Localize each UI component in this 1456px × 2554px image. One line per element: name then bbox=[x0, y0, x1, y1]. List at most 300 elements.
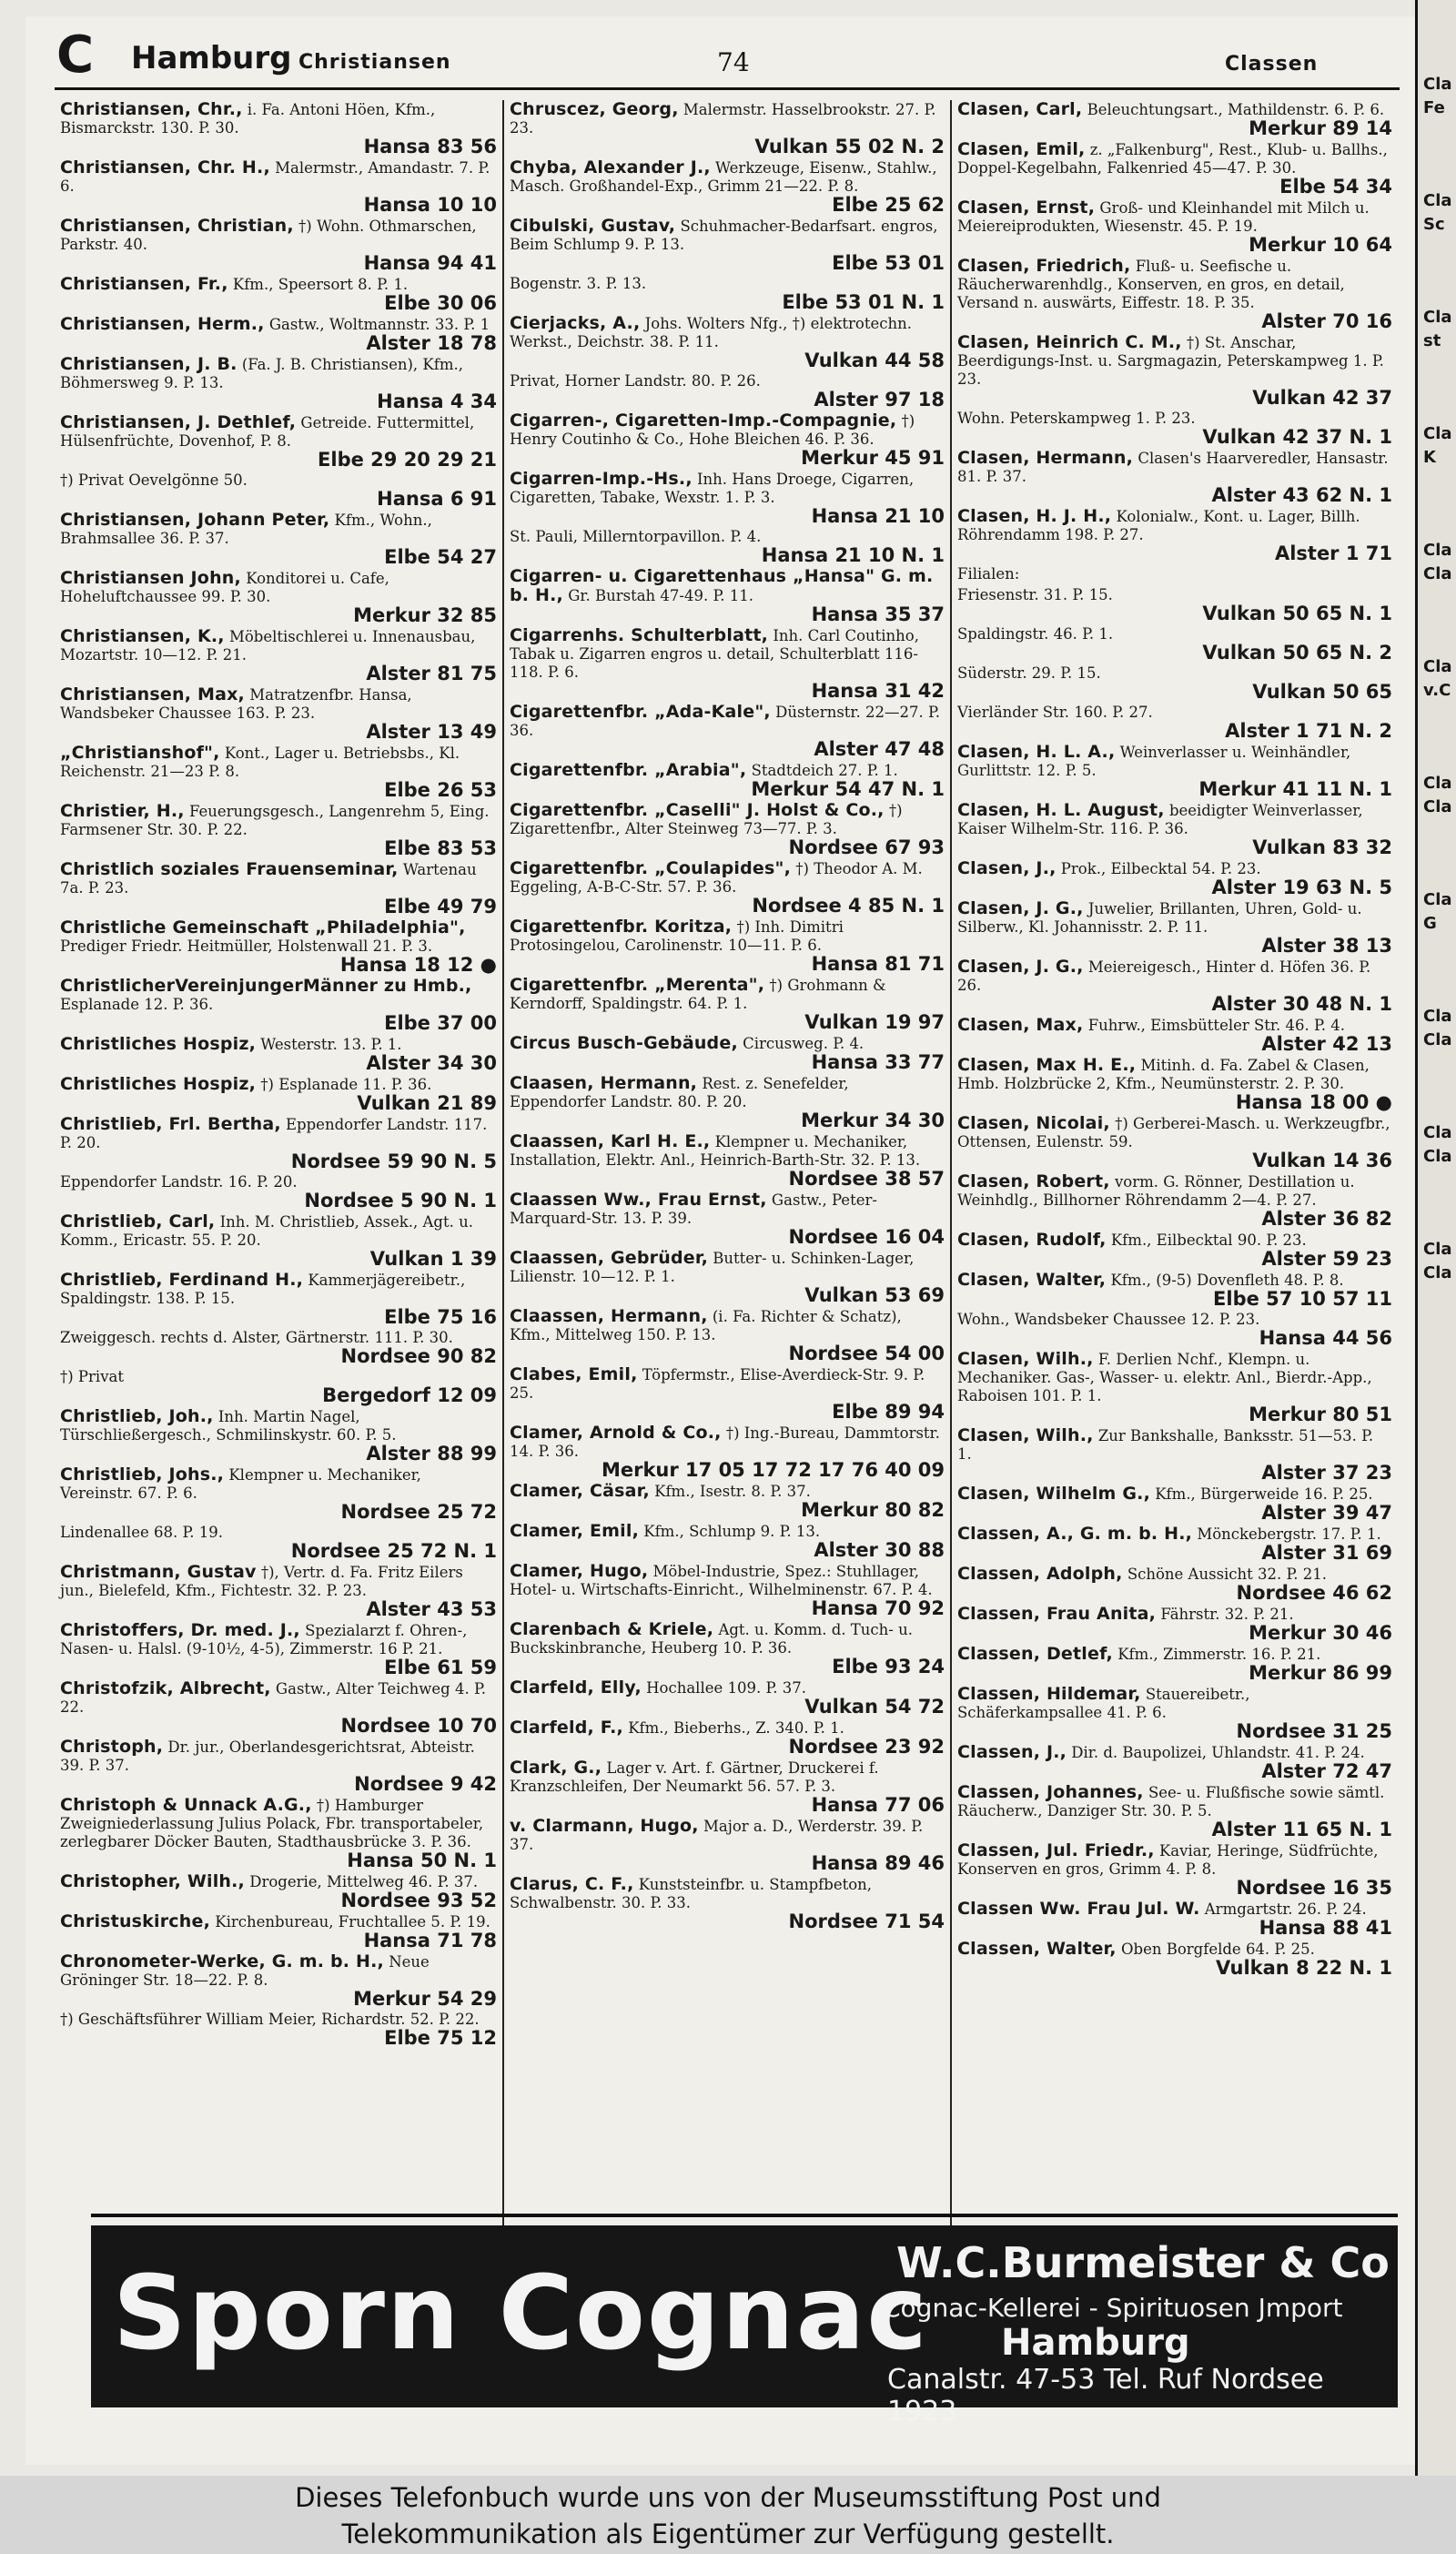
entry-details: Inh. Martin Nagel, Türschließergesch., Schmilinskystr. 60. P. 5. bbox=[60, 1408, 397, 1444]
entry-phone: Alster 43 62 N. 1 bbox=[1211, 484, 1392, 506]
listing-entry bbox=[60, 1872, 497, 1910]
advert-firm: W.C.Burmeister & Co bbox=[896, 2238, 1390, 2287]
edge-fragment: Cla bbox=[1423, 541, 1452, 560]
entry-phone: Merkur 86 99 bbox=[1249, 1662, 1392, 1684]
entry-phone: Hansa 44 56 bbox=[1259, 1327, 1392, 1349]
listing-entry bbox=[957, 1271, 1392, 1308]
edge-fragment: st bbox=[1423, 331, 1441, 350]
entry-phone: Alster 30 88 bbox=[814, 1539, 945, 1561]
listing-entry bbox=[957, 257, 1392, 330]
entry-phone: Elbe 75 16 bbox=[384, 1306, 497, 1328]
listing-entry bbox=[60, 569, 497, 624]
entry-details: z. „Falkenburg", Rest., Klub- u. Ballhs., Doppel-Kegelbahn, Falkenried 45—47. P. 30. bbox=[957, 141, 1388, 177]
entry-name: Claassen, Karl H. E., bbox=[510, 1131, 711, 1151]
entry-details: Kfm., Eilbecktal 90. P. 23. bbox=[1110, 1231, 1307, 1249]
entry-details: beeidigter Weinverlasser, Kaiser Wilhelm-Str. 116. P. 36. bbox=[957, 802, 1363, 837]
listing-entry bbox=[510, 1191, 945, 1246]
entry-details: †) Esplanade 11. P. 36. bbox=[260, 1076, 432, 1093]
entry-name: Cibulski, Gustav, bbox=[510, 216, 676, 236]
listing-entry bbox=[510, 1522, 945, 1559]
entry-details: Prediger Friedr. Heitmüller, Holstenwall 21. P. 3. bbox=[60, 937, 433, 955]
entry-name: Clasen, Max H. E., bbox=[957, 1055, 1137, 1075]
entry-name: Christiansen, J. B. bbox=[60, 354, 238, 374]
listing-columns bbox=[55, 100, 1400, 2230]
entry-phone: Bergedorf 12 09 bbox=[322, 1384, 497, 1406]
entry-details: Kunststeinfbr. u. Stampfbeton, Schwalbenstr. 30. P. 33. bbox=[510, 1876, 873, 1911]
entry-phone: Elbe 29 20 29 21 bbox=[318, 449, 497, 471]
entry-phone: Nordsee 25 72 bbox=[340, 1501, 497, 1523]
entry-details: Feuerungsgesch., Langenrehm 5, Eing. Farmsener Str. 30. P. 22. bbox=[60, 803, 490, 838]
entry-name: Cigarren-, Cigaretten-Imp.-Compagnie, bbox=[510, 410, 897, 431]
entry-phone: Vulkan 54 72 bbox=[804, 1696, 945, 1718]
entry-details: Neue Gröninger Str. 18—22. P. 8. bbox=[60, 1953, 430, 1989]
listing-entry bbox=[510, 411, 945, 467]
listing-entry bbox=[957, 1350, 1392, 1424]
listing-entry bbox=[957, 1426, 1392, 1482]
entry-name: Christoph & Unnack A.G., bbox=[60, 1795, 312, 1815]
entry-phone: Nordsee 54 00 bbox=[788, 1343, 945, 1364]
listing-entry bbox=[957, 507, 1392, 562]
entry-name: Christliches Hospiz, bbox=[60, 1074, 257, 1094]
entry-details: †) Privat bbox=[60, 1368, 124, 1385]
entry-name: Clasen, Max, bbox=[957, 1015, 1084, 1035]
listing-entry bbox=[510, 100, 945, 156]
entry-name: Clasen, J. G., bbox=[957, 957, 1084, 977]
entry-phone: Merkur 54 47 N. 1 bbox=[751, 778, 945, 800]
entry-details: Malermstr., Amandastr. 7. P. 6. bbox=[60, 159, 490, 195]
entry-phone: Hansa 77 06 bbox=[811, 1794, 945, 1816]
listing-entry bbox=[957, 1743, 1392, 1780]
entry-phone: Vulkan 50 65 bbox=[1252, 681, 1392, 703]
edge-fragment: Cla bbox=[1423, 657, 1452, 676]
listing-entry bbox=[60, 1075, 497, 1112]
entry-phone: Nordsee 10 70 bbox=[340, 1715, 497, 1737]
entry-name: Clasen, H. L. August, bbox=[957, 800, 1165, 820]
entry-details: Düsternstr. 22—27. P. 36. bbox=[510, 704, 940, 739]
header-city: Hamburg bbox=[131, 40, 292, 76]
entry-phone: Alster 1 71 N. 2 bbox=[1225, 720, 1392, 742]
listing-entry bbox=[60, 2011, 497, 2047]
entry-phone: Alster 39 47 bbox=[1261, 1502, 1392, 1524]
entry-details: †) Ing.-Bureau, Dammtorstr. 14. P. 36. bbox=[510, 1424, 940, 1460]
edge-fragment: Cla bbox=[1423, 797, 1452, 816]
entry-phone: Hansa 70 92 bbox=[811, 1597, 945, 1619]
entry-details: Groß- und Kleinhandel mit Milch u. Meiereiprodukten, Wiesenstr. 45. P. 19. bbox=[957, 199, 1370, 235]
entry-details: Getreide. Futtermittel, Hülsenfrüchte, Dovenhof, P. 8. bbox=[60, 414, 475, 450]
entry-name: Christiansen, J. Dethlef, bbox=[60, 412, 297, 432]
listing-entry bbox=[510, 1620, 945, 1676]
entry-name: Christiansen, K., bbox=[60, 626, 225, 646]
edge-fragment: Cla bbox=[1423, 1240, 1452, 1259]
entry-name: Clasen, Walter, bbox=[957, 1270, 1107, 1290]
listing-entry bbox=[60, 158, 497, 214]
edge-fragment: Cla bbox=[1423, 1263, 1452, 1282]
entry-phone: Alster 18 78 bbox=[366, 332, 497, 354]
entry-name: Christlieb, Ferdinand H., bbox=[60, 1270, 304, 1290]
entry-phone: Hansa 35 37 bbox=[811, 603, 945, 625]
entry-details: Kolonialw., Kont. u. Lager, Billh. Röhrendamm 198. P. 27. bbox=[957, 508, 1360, 543]
entry-name: Chyba, Alexander J., bbox=[510, 157, 711, 177]
entry-details: Gr. Burstah 47-49. P. 11. bbox=[568, 587, 753, 604]
entry-name: Cigarettenfbr. „Arabia", bbox=[510, 760, 747, 780]
listing-entry bbox=[60, 744, 497, 799]
edge-fragment: Cla bbox=[1423, 890, 1452, 909]
entry-phone: Elbe 61 59 bbox=[384, 1657, 497, 1678]
listing-entry bbox=[60, 1621, 497, 1677]
entry-name: Cierjacks, A., bbox=[510, 313, 641, 333]
entry-name: Clasen, Wilhelm G., bbox=[957, 1484, 1150, 1504]
listing-entry bbox=[60, 471, 497, 508]
entry-details: F. Derlien Nchf., Klempn. u. Mechaniker. Gas-, Wasser- u. elektr. Anl., Bierdr.-App., Raboisen 101. P. 1. bbox=[957, 1351, 1372, 1404]
entry-details: Prok., Eilbecktal 54. P. 23. bbox=[1060, 860, 1261, 877]
entry-name: Clasen, H. L. A., bbox=[957, 742, 1116, 762]
entry-details: Drogerie, Mittelweg 46. P. 37. bbox=[249, 1873, 479, 1890]
header-last-entry: Classen bbox=[1225, 53, 1319, 76]
entry-details: Matratzenfbr. Hansa, Wandsbeker Chaussee 163. P. 23. bbox=[60, 686, 412, 722]
entry-phone: Nordsee 38 57 bbox=[788, 1168, 945, 1190]
entry-details: Kfm., Wohn., Brahmsallee 36. P. 37. bbox=[60, 512, 432, 547]
entry-name: Christiansen John, bbox=[60, 568, 241, 588]
entry-details: Wohn., Wandsbeker Chaussee 12. P. 23. bbox=[957, 1311, 1260, 1328]
entry-details: †) Grohmann & Kerndorff, Spaldingstr. 64. P. 1. bbox=[510, 977, 886, 1012]
listing-entry bbox=[957, 1231, 1392, 1268]
listing-entry bbox=[510, 470, 945, 525]
entry-name: „Christianshof", bbox=[60, 743, 220, 763]
entry-phone: Hansa 89 46 bbox=[811, 1852, 945, 1874]
entry-phone: Merkur 80 82 bbox=[801, 1499, 945, 1521]
entry-details: Kaviar, Heringe, Südfrüchte, Konserven en gros, Grimm 4. P. 8. bbox=[957, 1842, 1379, 1878]
entry-name: Claasen, Hermann, bbox=[510, 1073, 698, 1093]
entry-details: Stadtdeich 27. P. 1. bbox=[751, 762, 898, 779]
entry-phone: Hansa 10 10 bbox=[363, 194, 497, 216]
entry-phone: Elbe 75 12 bbox=[384, 2027, 497, 2049]
entry-phone: Vulkan 55 02 N. 2 bbox=[754, 136, 945, 157]
listing-entry bbox=[957, 586, 1392, 623]
listing-entry bbox=[957, 625, 1392, 662]
entry-name: Clasen, Wilh., bbox=[957, 1425, 1094, 1445]
entry-details: Clasen's Haarveredler, Hansastr. 81. P. 37. bbox=[957, 450, 1389, 485]
page-header bbox=[33, 25, 1398, 89]
entry-name: Clasen, Rudolf, bbox=[957, 1230, 1107, 1250]
entry-details: Kont., Lager u. Betriebsbs., Kl. Reichenstr. 21—23 P. 8. bbox=[60, 745, 460, 780]
entry-phone: Vulkan 21 89 bbox=[357, 1092, 497, 1114]
entry-name: Claassen, Hermann, bbox=[510, 1306, 708, 1326]
entry-phone: Merkur 10 64 bbox=[1249, 234, 1392, 256]
listing-entry bbox=[510, 1718, 945, 1756]
entry-name: Clasen, Heinrich C. M., bbox=[957, 332, 1182, 352]
listing-entry bbox=[957, 1900, 1392, 1937]
listing-entry bbox=[957, 958, 1392, 1013]
entry-name: ChristlicherVereinjungerMänner zu Hmb., bbox=[60, 976, 472, 996]
entry-phone: Elbe 57 10 57 11 bbox=[1213, 1288, 1392, 1310]
entry-phone: Elbe 26 53 bbox=[384, 779, 497, 801]
listing-entry bbox=[957, 1114, 1392, 1170]
entry-phone: Hansa 33 77 bbox=[811, 1051, 945, 1073]
entry-phone: Nordsee 46 62 bbox=[1236, 1582, 1392, 1604]
entry-details: (Fa. J. B. Christiansen), Kfm., Böhmersweg 9. P. 13. bbox=[60, 356, 463, 391]
listing-entry bbox=[60, 1738, 497, 1793]
entry-phone: Merkur 41 11 N. 1 bbox=[1198, 778, 1392, 800]
entry-details: Agt. u. Komm. d. Tuch- u. Buckskinbranche, Heuberg 10. P. 36. bbox=[510, 1621, 913, 1657]
entry-phone: Alster 43 53 bbox=[366, 1598, 497, 1620]
entry-details: Weinverlasser u. Weinhändler, Gurlittstr. 12. P. 5. bbox=[957, 744, 1351, 779]
entry-details: Oben Borgfelde 64. P. 25. bbox=[1120, 1941, 1315, 1958]
listing-entry bbox=[60, 100, 497, 156]
listing-entry bbox=[957, 333, 1392, 407]
entry-name: Clamer, Arnold & Co., bbox=[510, 1423, 722, 1443]
entry-name: Circus Busch-Gebäude, bbox=[510, 1033, 738, 1053]
entry-phone: Merkur 17 05 17 72 17 76 40 09 bbox=[601, 1459, 945, 1481]
entry-details: Kfm., Schlump 9. P. 13. bbox=[643, 1523, 821, 1540]
listing-entry bbox=[60, 315, 497, 352]
entry-phone: Hansa 71 78 bbox=[363, 1930, 497, 1951]
entry-phone: Alster 59 23 bbox=[1261, 1248, 1392, 1270]
entry-name: Classen, J., bbox=[957, 1742, 1067, 1762]
listing-entry bbox=[957, 198, 1392, 254]
entry-name: Cigarettenfbr. „Merenta", bbox=[510, 975, 765, 995]
listing-entry bbox=[60, 1465, 497, 1521]
listing-entry bbox=[60, 1407, 497, 1463]
edge-fragment: Cla bbox=[1423, 564, 1452, 583]
edge-fragment: Cla bbox=[1423, 1147, 1452, 1166]
edge-fragment: Cla bbox=[1423, 774, 1452, 793]
listing-entry bbox=[60, 802, 497, 857]
entry-details: Filialen: bbox=[957, 565, 1020, 583]
entry-phone: Hansa 94 41 bbox=[363, 252, 497, 274]
listing-entry bbox=[60, 1912, 497, 1950]
entry-phone: Hansa 81 71 bbox=[811, 953, 945, 975]
entry-details: †) Gerberei-Masch. u. Werkzeugfbr., Ottensen, Eulenstr. 59. bbox=[957, 1115, 1390, 1150]
entry-details: Schuhmacher-Bedarfsart. engros, Beim Schlump 9. P. 13. bbox=[510, 218, 938, 253]
entry-name: Christopher, Wilh., bbox=[60, 1871, 245, 1891]
listing-entry bbox=[957, 1783, 1392, 1839]
entry-details: (i. Fa. Richter & Schatz), Kfm., Mittelweg 150. P. 13. bbox=[510, 1308, 902, 1343]
entry-name: Clasen, Robert, bbox=[957, 1171, 1110, 1191]
entry-name: Christlieb, Johs., bbox=[60, 1464, 225, 1485]
entry-details: Spezialarzt f. Ohren-, Nasen- u. Halsl. (9-10½, 4-5), Zimmerstr. 16 P. 21. bbox=[60, 1622, 468, 1657]
advert-rule bbox=[91, 2214, 1398, 2217]
entry-phone: Nordsee 23 92 bbox=[788, 1736, 945, 1758]
listing-entry bbox=[510, 1034, 945, 1071]
entry-phone: Merkur 89 14 bbox=[1249, 117, 1392, 139]
entry-details: Hochallee 109. P. 37. bbox=[646, 1679, 806, 1697]
entry-phone: Hansa 50 N. 1 bbox=[347, 1850, 497, 1871]
entry-details: Johs. Wolters Nfg., †) elektrotechn. Werkst., Deichstr. 38. P. 11. bbox=[510, 315, 912, 350]
entry-details: Butter- u. Schinken-Lager, Lilienstr. 10—12. P. 1. bbox=[510, 1250, 915, 1285]
listing-entry bbox=[957, 704, 1392, 740]
edge-fragment: Cla bbox=[1423, 1007, 1452, 1026]
entry-details: Kfm., Zimmerstr. 16. P. 21. bbox=[1117, 1646, 1321, 1663]
header-first-entry: Christiansen bbox=[298, 51, 451, 74]
entry-phone: Vulkan 42 37 bbox=[1252, 387, 1392, 409]
entry-name: Clasen, Carl, bbox=[957, 100, 1083, 119]
entry-details: See- u. Flußfische sowie sämtl. Räucherw., Danziger Str. 30. P. 5. bbox=[957, 1784, 1385, 1819]
listing-entry bbox=[510, 1132, 945, 1188]
listing-entry bbox=[60, 1329, 497, 1365]
edge-fragment: Cla bbox=[1423, 1123, 1452, 1142]
entry-name: Classen, Johannes, bbox=[957, 1782, 1144, 1802]
listing-entry bbox=[957, 1525, 1392, 1562]
entry-name: Clasen, Friedrich, bbox=[957, 256, 1131, 276]
entry-phone: Alster 13 49 bbox=[366, 721, 497, 743]
header-rule bbox=[55, 87, 1400, 90]
entry-phone: Elbe 53 01 bbox=[832, 252, 945, 274]
listing-entry bbox=[510, 1307, 945, 1363]
listing-entry bbox=[510, 703, 945, 758]
entry-details: Eppendorfer Landstr. 117. P. 20. bbox=[60, 1116, 488, 1151]
listing-entry bbox=[60, 1115, 497, 1171]
entry-phone: Elbe 53 01 N. 1 bbox=[782, 291, 945, 313]
entry-details: Zur Bankshalle, Banksstr. 51—53. P. 1. bbox=[957, 1427, 1374, 1463]
entry-details: †) Henry Coutinho & Co., Hohe Bleichen 46. P. 36. bbox=[510, 412, 915, 448]
entry-name: Clasen, Wilh., bbox=[957, 1349, 1094, 1369]
listing-entry bbox=[957, 1016, 1392, 1053]
entry-name: Clarus, C. F., bbox=[510, 1874, 634, 1894]
entry-details: Gastw., Woltmannstr. 33. P. 1 bbox=[268, 316, 490, 333]
entry-details: Spaldingstr. 46. P. 1. bbox=[957, 625, 1114, 643]
listing-entry bbox=[60, 1173, 497, 1210]
entry-details: Fluß- u. Seefische u. Räucherwarenhdlg., Konserven, en gros, en detail, Versand n. auswärts, Eiffestr. 18. P. 35. bbox=[957, 258, 1345, 311]
entry-phone: Hansa 4 34 bbox=[377, 390, 497, 412]
listing-entry bbox=[60, 511, 497, 566]
entry-details: †) St. Anschar, Beerdigungs-Inst. u. Sargmagazin, Peterskampweg 1. P. 23. bbox=[957, 334, 1384, 388]
footer-line-1: Dieses Telefonbuch wurde uns von der Museumsstiftung Post und bbox=[295, 2482, 1161, 2513]
entry-name: Cigarrenhs. Schulterblatt, bbox=[510, 625, 769, 645]
entry-name: Clasen, Ernst, bbox=[957, 198, 1096, 218]
listing-entry bbox=[510, 917, 945, 973]
footer-notice bbox=[0, 2476, 1456, 2554]
entry-phone: Vulkan 14 36 bbox=[1252, 1150, 1392, 1171]
listing-entry bbox=[510, 158, 945, 214]
entry-name: Christiansen, Johann Peter, bbox=[60, 510, 330, 530]
entry-details: Schöne Aussicht 32. P. 21. bbox=[1127, 1566, 1328, 1583]
entry-phone: Vulkan 50 65 N. 1 bbox=[1202, 603, 1392, 624]
listing-entry bbox=[510, 528, 945, 564]
entry-details: Fährstr. 32. P. 21. bbox=[1160, 1606, 1294, 1623]
entry-name: v. Clarmann, Hugo, bbox=[510, 1816, 699, 1836]
entry-phone: Vulkan 53 69 bbox=[804, 1284, 945, 1306]
entry-details: †) Privat Oevelgönne 50. bbox=[60, 471, 248, 489]
entry-phone: Nordsee 67 93 bbox=[788, 836, 945, 858]
footer-line-2: Telekommunikation als Eigentümer zur Verfügung gestellt. bbox=[341, 2519, 1115, 2549]
listing-entry bbox=[957, 565, 1392, 583]
listing-entry bbox=[60, 217, 497, 272]
entry-name: Classen, Adolph, bbox=[957, 1564, 1123, 1584]
entry-phone: Alster 81 75 bbox=[366, 663, 497, 684]
listing-entry bbox=[60, 355, 497, 410]
entry-phone: Nordsee 16 35 bbox=[1236, 1877, 1392, 1899]
entry-details: Bogenstr. 3. P. 13. bbox=[510, 275, 647, 292]
entry-name: Clarfeld, F., bbox=[510, 1718, 623, 1738]
listing-entry bbox=[60, 918, 497, 974]
listing-entry bbox=[510, 1758, 945, 1814]
listing-column-2 bbox=[502, 100, 950, 2230]
entry-details: Konditorei u. Cafe, Hoheluftchaussee 99. P. 30. bbox=[60, 570, 389, 605]
entry-details: Malermstr. Hasselbrookstr. 27. P. 23. bbox=[510, 101, 936, 137]
entry-details: Kfm., Speersort 8. P. 1. bbox=[232, 276, 409, 293]
entry-name: Christiansen, Max, bbox=[60, 684, 245, 704]
listing-entry bbox=[60, 1035, 497, 1072]
listing-entry bbox=[957, 1841, 1392, 1897]
listing-entry bbox=[60, 1271, 497, 1326]
entry-name: Christiansen, Chr., bbox=[60, 100, 243, 119]
entry-phone: Hansa 18 00 ● bbox=[1235, 1091, 1392, 1113]
entry-phone: Alster 31 69 bbox=[1261, 1542, 1392, 1564]
entry-details: Major a. D., Werderstr. 39. P. 37. bbox=[510, 1818, 924, 1853]
header-letter: C bbox=[56, 25, 95, 85]
edge-fragment: G bbox=[1423, 914, 1437, 933]
entry-phone: Elbe 25 62 bbox=[832, 194, 945, 216]
advert-town: Hamburg bbox=[1001, 2322, 1190, 2364]
entry-phone: Nordsee 5 90 N. 1 bbox=[304, 1190, 497, 1211]
entry-phone: Hansa 6 91 bbox=[377, 488, 497, 510]
entry-name: Chronometer-Werke, G. m. b. H., bbox=[60, 1951, 384, 1971]
advert-subtitle: Cognac-Kellerei - Spirituosen Jmport bbox=[883, 2293, 1343, 2323]
listing-entry bbox=[510, 859, 945, 915]
entry-details: Vierländer Str. 160. P. 27. bbox=[957, 704, 1153, 721]
listing-entry bbox=[957, 859, 1392, 897]
entry-details: Lindenallee 68. P. 19. bbox=[60, 1524, 223, 1541]
entry-phone: Nordsee 31 25 bbox=[1236, 1720, 1392, 1742]
entry-name: Christofzik, Albrecht, bbox=[60, 1678, 271, 1698]
listing-entry bbox=[60, 685, 497, 741]
entry-phone: Nordsee 25 72 N. 1 bbox=[290, 1540, 497, 1562]
listing-entry bbox=[510, 1365, 945, 1421]
listing-entry bbox=[510, 372, 945, 409]
listing-entry bbox=[957, 1485, 1392, 1522]
advertisement bbox=[91, 2225, 1398, 2427]
entry-phone: Vulkan 44 58 bbox=[804, 350, 945, 371]
entry-details: Inh. Hans Droege, Cigarren, Cigaretten, Tabake, Wexstr. 1. P. 3. bbox=[510, 471, 915, 506]
entry-phone: Hansa 21 10 N. 1 bbox=[761, 544, 945, 566]
entry-name: Cigarettenfbr. „Caselli" J. Holst & Co., bbox=[510, 800, 885, 820]
entry-details: †), Vertr. d. Fa. Fritz Eilers jun., Bielefeld, Kfm., Fichtestr. 32. P. 23. bbox=[60, 1564, 463, 1599]
entry-name: Claassen, Gebrüder, bbox=[510, 1248, 709, 1268]
listing-entry bbox=[60, 1952, 497, 2008]
entry-details: vorm. G. Rönner, Destillation u. Weinhdlg., Billhorner Röhrendamm 2—4. P. 27. bbox=[957, 1173, 1355, 1209]
listing-entry bbox=[510, 976, 945, 1031]
listing-entry bbox=[510, 314, 945, 370]
listing-column-3 bbox=[950, 100, 1398, 2230]
listing-entry bbox=[957, 743, 1392, 798]
listing-entry bbox=[510, 1424, 945, 1479]
listing-entry bbox=[957, 100, 1392, 137]
entry-phone: Vulkan 50 65 N. 2 bbox=[1202, 642, 1392, 664]
listing-entry bbox=[957, 899, 1392, 955]
entry-details: Juwelier, Brillanten, Uhren, Gold- u. Silberw., Kl. Johannisstr. 2. P. 11. bbox=[957, 900, 1362, 936]
entry-phone: Vulkan 8 22 N. 1 bbox=[1216, 1957, 1392, 1979]
entry-phone: Alster 34 30 bbox=[366, 1052, 497, 1074]
listing-entry bbox=[510, 217, 945, 272]
listing-entry bbox=[957, 1565, 1392, 1602]
entry-name: Cigarettenfbr. „Coulapides", bbox=[510, 858, 792, 878]
entry-phone: Alster 37 23 bbox=[1261, 1462, 1392, 1484]
entry-details: Stauereibetr., Schäferkampsallee 41. P. 6. bbox=[957, 1686, 1250, 1721]
entry-details: Töpfermstr., Elise-Averdieck-Str. 9. P. 25. bbox=[510, 1366, 925, 1402]
entry-details: Westerstr. 13. P. 1. bbox=[260, 1036, 402, 1053]
entry-phone: Alster 30 48 N. 1 bbox=[1211, 993, 1392, 1015]
entry-phone: Hansa 21 10 bbox=[811, 505, 945, 527]
entry-phone: Nordsee 71 54 bbox=[788, 1910, 945, 1932]
listing-entry bbox=[60, 413, 497, 469]
entry-details: Möbeltischlerei u. Innenausbau, Mozartstr. 10—12. P. 21. bbox=[60, 628, 476, 664]
entry-phone: Elbe 89 94 bbox=[832, 1401, 945, 1423]
entry-details: Kfm., Bürgerweide 16. P. 25. bbox=[1155, 1485, 1373, 1503]
entry-details: Wohn. Peterskampweg 1. P. 23. bbox=[957, 410, 1196, 427]
entry-name: Claassen Ww., Frau Ernst, bbox=[510, 1190, 767, 1210]
listing-entry bbox=[957, 1172, 1392, 1228]
entry-details: St. Pauli, Millerntorpavillon. P. 4. bbox=[510, 528, 762, 545]
